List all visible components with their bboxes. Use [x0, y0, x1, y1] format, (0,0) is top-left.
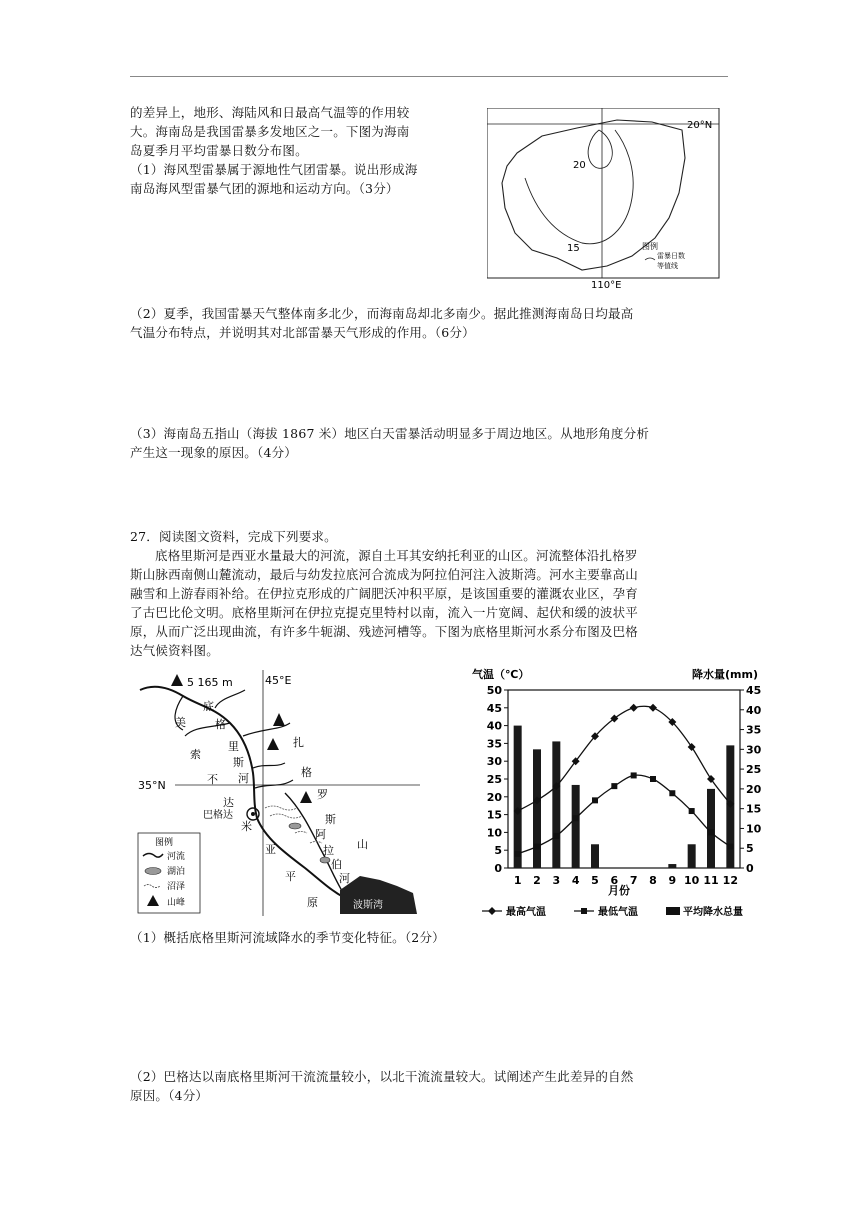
y-right-tick-label: 35 [746, 723, 762, 737]
chart-legend [482, 905, 743, 918]
legend-square-icon [581, 908, 587, 914]
contour-20-label: 20 [573, 160, 586, 171]
min-temp-point [689, 808, 695, 814]
contour-15 [525, 130, 633, 244]
map-label: 拉 [323, 844, 334, 857]
x-label: 月份 [608, 884, 630, 897]
y-right-tick-label: 30 [746, 743, 762, 757]
intro-line: 的差异上，地形、海陆风和日最高气温等的作用较 [130, 105, 410, 120]
y-right-tick-label: 20 [746, 782, 762, 796]
map-label: 达 [223, 796, 234, 809]
map-label: 不 [207, 773, 218, 786]
y-right-tick-label: 15 [746, 802, 762, 816]
legend-item: 湖泊 [167, 867, 186, 877]
map-label: 斯 [325, 813, 336, 826]
max-temp-point [630, 704, 638, 712]
intro-text [130, 103, 475, 198]
y-left-tick-label: 35 [486, 737, 502, 751]
map-label: 亚 [265, 843, 276, 856]
legend-lake-icon [145, 868, 161, 875]
text-line: 产生这一现象的原因。（4分） [130, 445, 298, 460]
tigris-river-map [135, 668, 425, 918]
map-label: 底 [203, 700, 214, 713]
x-tick-label: 2 [533, 874, 541, 887]
text-line: （2）夏季，我国雷暴天气整体南多北少，而海南岛却北多南少。据此推测海南岛日均最高 [130, 306, 634, 321]
peak-icon [273, 713, 285, 726]
gulf-label: 波斯湾 [353, 900, 383, 911]
y-left-tick-label: 45 [486, 701, 502, 715]
x-tick-label: 12 [722, 874, 738, 887]
map-label: 阿 [315, 828, 326, 841]
peak-icon [267, 738, 279, 750]
map-label: 原 [307, 896, 318, 909]
y-right-tick-label: 45 [746, 684, 762, 697]
y-right-label: 降水量(mm) [692, 668, 758, 681]
precip-bar [533, 749, 541, 868]
map-label: 平 [285, 870, 296, 883]
map-label: 伯 [331, 858, 342, 871]
map-label: 扎 [293, 736, 304, 749]
question-27-1 [130, 928, 730, 947]
question-27-title: 27．阅读图文资料，完成下列要求。 [130, 529, 337, 544]
x-tick-label: 6 [610, 874, 619, 887]
lon-label: 110°E [591, 280, 622, 288]
y-left-label: 气温（℃） [472, 668, 530, 681]
question-26-1: （1）海风型雷暴属于源地性气团雷暴。说出形成海 [130, 162, 418, 177]
map-label: 山 [357, 838, 368, 851]
y-right-tick-label: 5 [746, 842, 754, 856]
min-temp-point [650, 776, 656, 782]
paragraph-line: 达气候资料图。 [130, 643, 219, 658]
text-line: 气温分布特点，并说明其对北部雷暴天气形成的作用。（6分） [130, 325, 475, 340]
y-right-tick-label: 10 [746, 822, 762, 836]
tributary-rivers [175, 690, 293, 788]
precip-bar [591, 844, 599, 868]
precip-bar [552, 741, 560, 868]
x-tick-label: 11 [703, 874, 719, 887]
lon-label: 45°E [265, 674, 292, 687]
paragraph-line: 了古巴比伦文明。底格里斯河在伊拉克提克里特村以南，流入一片宽阔、起伏和缓的波状平 [130, 605, 639, 620]
min-temp-point [573, 815, 579, 821]
map-label: 罗 [317, 788, 328, 801]
baghdad-climate-chart [470, 664, 770, 924]
min-temp-point [669, 790, 675, 796]
y-left-tick-label: 40 [486, 719, 502, 733]
y-right-tick-label: 25 [746, 763, 762, 777]
lat-label: 35°N [138, 779, 166, 792]
legend-bar-icon [666, 907, 680, 915]
legend-max-temp: 最高气温 [506, 907, 546, 918]
plot-frame [508, 690, 740, 868]
precip-bar [688, 844, 696, 868]
x-tick-label: 3 [552, 874, 561, 887]
precip-bars [514, 726, 735, 868]
precip-bar [707, 789, 715, 868]
precip-bar [668, 864, 676, 868]
paragraph-line: 原，从而广泛出现曲流，有许多牛轭湖、残迹河槽等。下图为底格里斯河水系分布图及巴格 [130, 624, 639, 639]
min-temp-point [631, 772, 637, 778]
map-label: 索 [190, 748, 201, 761]
question-27 [130, 527, 730, 660]
y-left-tick-label: 5 [494, 844, 502, 858]
map-label: 美 [175, 716, 186, 729]
y-left-tick-label: 20 [486, 790, 502, 804]
peak-icon [171, 674, 183, 686]
paragraph-line: 融雪和上游春雨补给。在伊拉克形成的广阔肥沃冲积平原，是该国重要的灌溉农业区，孕育 [130, 586, 639, 601]
legend-item: 等值线 [657, 262, 678, 270]
map-label: 河 [238, 772, 249, 785]
map-label: 斯 [233, 756, 244, 769]
map-label: 河 [339, 872, 350, 885]
legend-title: 图例 [155, 838, 174, 848]
map-label: 米 [241, 820, 252, 833]
y-left-tick-label: 50 [486, 684, 502, 697]
x-tick-label: 8 [649, 874, 657, 887]
legend-item: 沼泽 [167, 882, 186, 892]
intro-line: 岛夏季月平均雷暴日数分布图。 [130, 143, 308, 158]
legend-precip: 平均降水总量 [683, 907, 743, 918]
city-label: 巴格达 [203, 810, 233, 821]
min-temp-point [534, 844, 540, 850]
y-right-tick-label: 0 [746, 862, 754, 875]
question-26-1: 南岛海风型雷暴气团的源地和运动方向。（3分） [130, 181, 399, 196]
precip-bar [572, 785, 580, 868]
x-tick-label: 7 [629, 874, 638, 887]
map-label: 里 [228, 740, 239, 753]
paragraph-line: 底格里斯河是西亚水量最大的河流，源自土耳其安纳托利亚的山区。河流整体沿扎格罗 [155, 548, 638, 563]
y-left-tick-label: 25 [486, 773, 502, 786]
peak-label: 5 165 m [187, 676, 233, 689]
intro-line: 大。海南岛是我国雷暴多发地区之一。下图为海南 [130, 124, 410, 139]
map-label: 格 [301, 766, 312, 779]
question-27-2 [130, 1067, 730, 1105]
min-temp-point [592, 797, 598, 803]
x-tick-label: 4 [571, 874, 580, 887]
peak-icon [300, 791, 312, 803]
y-left-tick-label: 0 [494, 862, 502, 875]
min-temp-point [553, 833, 559, 839]
max-temp-point [688, 743, 696, 751]
map-label: 格 [215, 718, 226, 731]
lake [320, 857, 330, 863]
text-line: （1）概括底格里斯河流域降水的季节变化特征。（2分） [130, 930, 445, 945]
question-26-3 [130, 424, 730, 462]
y-left-tick-label: 10 [486, 826, 502, 840]
legend-diamond-icon [488, 907, 496, 915]
max-temp-point [649, 704, 657, 712]
text-line: （2）巴格达以南底格里斯河干流流量较小，以北干流流量较大。试阐述产生此差异的自然 [130, 1069, 634, 1084]
min-temp-point [708, 829, 714, 835]
text-line: （3）海南岛五指山（海拔 1867 米）地区白天雷暴活动明显多于周边地区。从地形角度分析 [130, 426, 650, 441]
legend-min-temp: 最低气温 [598, 907, 638, 918]
max-temp-line [518, 706, 731, 811]
min-temp-point [611, 783, 617, 789]
lat-label: 20°N [687, 120, 713, 131]
legend-contour-icon [645, 258, 655, 260]
contour-20 [588, 130, 612, 168]
lake [289, 823, 301, 829]
legend-item: 雷暴日数 [657, 252, 685, 260]
legend-item: 山峰 [167, 898, 186, 908]
x-tick-label: 5 [591, 874, 599, 887]
min-temp-point [727, 844, 733, 850]
precip-bar [514, 726, 522, 868]
contour-15-label: 15 [567, 243, 580, 254]
text-line: 原因。（4分） [130, 1088, 209, 1103]
min-temp-line [518, 775, 731, 854]
hainan-thunder-map [487, 108, 727, 288]
paragraph-line: 斯山脉西南侧山麓流动，最后与幼发拉底河合流成为阿拉伯河注入波斯湾。河水主要靠高山 [130, 567, 639, 582]
temp-lines [514, 704, 735, 857]
legend-item: 河流 [167, 852, 186, 862]
y-right-tick-label: 40 [746, 703, 762, 717]
max-temp-point [707, 775, 715, 783]
chart-axes [487, 684, 762, 887]
x-tick-label: 10 [684, 874, 700, 887]
header-rule [130, 76, 728, 77]
min-temp-point [515, 851, 521, 857]
x-tick-label: 9 [668, 874, 677, 887]
legend-title: 图例 [642, 242, 658, 251]
baghdad-dot [251, 812, 255, 816]
x-tick-label: 1 [513, 874, 522, 887]
question-26-2 [130, 304, 730, 342]
y-left-tick-label: 30 [486, 755, 502, 769]
y-left-tick-label: 15 [486, 808, 502, 822]
